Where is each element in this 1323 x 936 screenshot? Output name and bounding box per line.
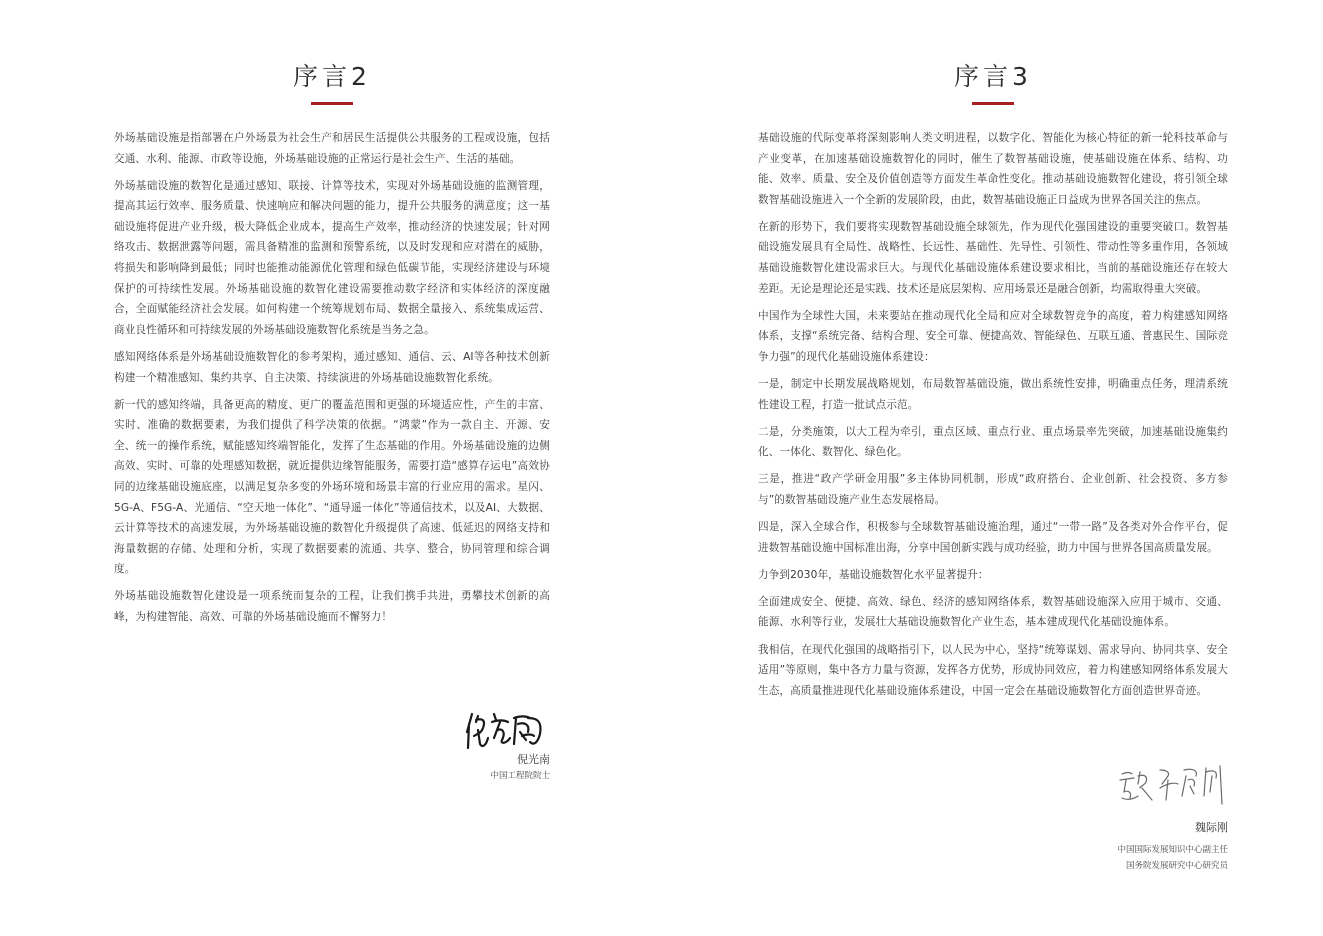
paragraph: 基础设施的代际变革将深刻影响人类文明进程，以数字化、智能化为核心特征的新一轮科技革命与产业变革，在加速基础设施数智化的同时，催生了数智基础设施，使基础设施在体系、结构、功能、效率、质量、安全及价值创造等方面发生革命性变化。推动基础设施数智化建设，将引领全球数智基础设施进入一个全新的发展阶段，由此，数智基础设施正日益成为世界各国关注的焦点。 [758,132,1228,206]
title-underline [311,102,353,105]
paragraph: 力争到2030年，基础设施数智化水平显著提升： [758,568,989,581]
paragraph: 一是，制定中长期发展战略规划，布局数智基础设施，做出系统性安排，明确重点任务，理清系统性建设工程，打造一批试点示范。 [758,378,1228,411]
signature-role: 国务院发展研究中心研究员 [1125,861,1228,871]
preface-2-signature-block [420,708,550,784]
preface-2-title: 序言2 [293,62,371,91]
preface-2-page [114,0,550,634]
signature-role: 中国国际发展知识中心副主任 [1117,845,1228,855]
handwritten-signature-wei [1116,762,1228,806]
signature-name: 魏际刚 [1195,821,1228,834]
paragraph: 新一代的感知终端，具备更高的精度、更广的覆盖范围和更强的环境适应性，产生的丰富、实时、准确的数据要素，为我们提供了科学决策的依据。“鸿蒙”作为一款自主、开源、安全、统一的操作系统，赋能感知终端智能化，发挥了生态基础的作用。外场基础设施的边侧高效、实时、可靠的处理感知数据，就近提供边缘智能服务，需要打造“感算存运电”高效协同的边缘基础设施底座，以满足复杂多变的外场环境和场景丰富的行业应用的需求。星闪、5G-A、F5G-A、光通信、“空天地一体化”、“通导遥一体化”等通信技术，以及AI、大数据、云计算等技术的高速发展，为外场基础设施的数智化升级提供了高速、低延迟的网络支持和海量数据的存储、处理和分析，实现了数据要素的流通、共享、整合，协同管理和综合调度。 [114,398,550,576]
paragraph: 全面建成安全、便捷、高效、绿色、经济的感知网络体系，数智基础设施深入应用于城市、交通、能源、水利等行业，发展壮大基础设施数智化产业生态，基本建成现代化基础设施体系。 [758,595,1228,629]
signature-name: 倪光南 [517,753,550,766]
paragraph: 感知网络体系是外场基础设施数智化的参考架构，通过感知、通信、云、AI等各种技术创新构建一个精准感知、集约共享、自主决策、持续演进的外场基础设施数智化系统。 [114,350,550,384]
preface-3-signature-block [1050,762,1228,874]
paragraph: 在新的形势下，我们要将实现数智基础设施全球领先，作为现代化强国建设的重要突破口。数智基础设施发展具有全局性、战略性、长远性、基础性、先导性、引领性、带动性等多重作用，各领域基础设施数智化建设需求巨大。与现代化基础设施体系建设要求相比，当前的基础设施还存在较大差距。无论是理论还是实践、技术还是底层架构、应用场景还是融合创新，均需取得重大突破。 [758,220,1228,295]
preface-3-body [758,128,1228,701]
paragraph: 外场基础设施的数智化是通过感知、联接、计算等技术，实现对外场基础设施的监测管理，提高其运行效率、服务质量、快速响应和解决问题的能力，提升公共服务的满意度；这一基础设施将促进产业升级，极大降低企业成本，提高生产效率，推动经济的快速发展；针对网络攻击、数据泄露等问题，需具备精准的监测和预警系统，以及时发现和应对潜在的威胁，将损失和影响降到最低；同时也能推动能源优化管理和绿色低碳节能，实现经济建设与环境保护的可持续性发展。外场基础设施的数智化建设需要推动数字经济和实体经济的深度融合，全面赋能经济社会发展。如何构建一个统筹规划布局、数据全量接入、系统集成运营、商业良性循环和可持续发展的外场基础设施数智化系统是当务之急。 [114,179,550,336]
paragraph: 二是，分类施策，以大工程为牵引，重点区域、重点行业、重点场景率先突破，加速基础设施集约化、一体化、数智化、绿色化。 [758,425,1228,459]
paragraph: 外场基础设施是指部署在户外场景为社会生产和居民生活提供公共服务的工程或设施，包括交通、水利、能源、市政等设施，外场基础设施的正常运行是社会生产、生活的基础。 [114,132,550,165]
preface-3-page [758,0,1228,708]
handwritten-signature-ni [464,708,550,750]
preface-3-title: 序言3 [954,62,1032,91]
title-underline [972,102,1014,105]
paragraph: 中国作为全球性大国，未来要站在推动现代化全局和应对全球数智竞争的高度，着力构建感知网络体系，支撑“系统完备、结构合理、安全可靠、便捷高效、智能绿色、互联互通、普惠民生、国际竞争力强”的现代化基础设施体系建设： [758,309,1228,363]
signature-role: 中国工程院院士 [490,771,550,781]
preface-2-body [114,128,550,628]
paragraph: 四是，深入全球合作，积极参与全球数智基础设施治理，通过“一带一路”及各类对外合作平台，促进数智基础设施中国标准出海，分享中国创新实践与成功经验，助力中国与世界各国高质量发展。 [758,521,1228,554]
paragraph: 我相信，在现代化强国的战略指引下，以人民为中心，坚持“统筹谋划、需求导向、协同共享、安全适用”等原则，集中各方力量与资源，发挥各方优势，形成协同效应，着力构建感知网络体系发展大生态，高质量推进现代化基础设施体系建设，中国一定会在基础设施数智化方面创造世界奇迹。 [758,643,1228,697]
paragraph: 三是，推进“政产学研金用服”多主体协同机制，形成“政府搭台、企业创新、社会投资、多方参与”的数智基础设施产业生态发展格局。 [758,473,1228,506]
paragraph: 外场基础设施数智化建设是一项系统而复杂的工程，让我们携手共进，勇攀技术创新的高峰，为构建智能、高效、可靠的外场基础设施而不懈努力！ [114,590,550,624]
